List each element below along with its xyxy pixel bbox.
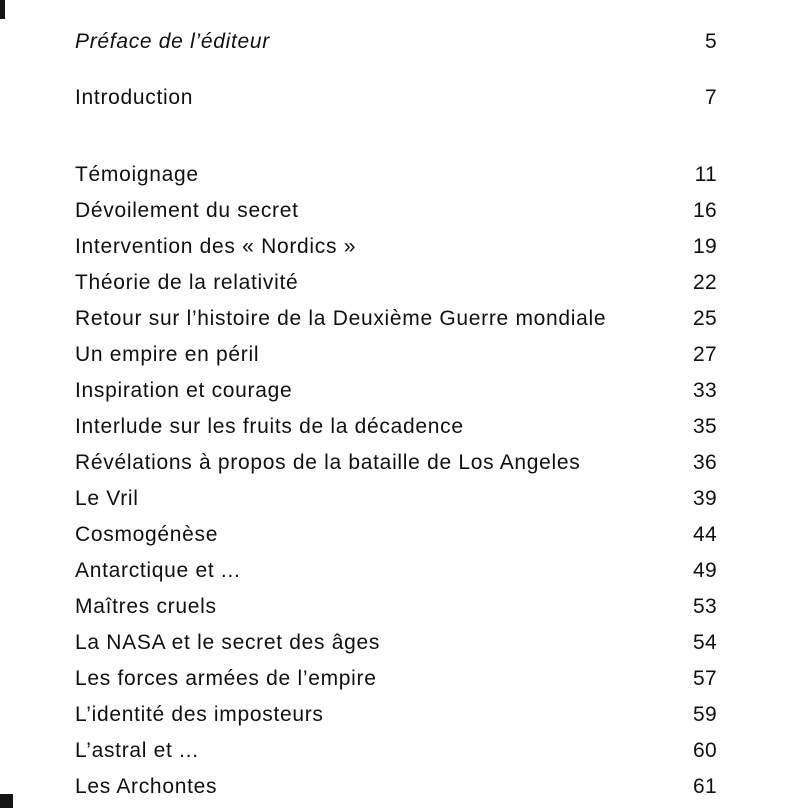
chapter-title: Le Vril [75,487,139,510]
toc-row-introduction [75,86,717,110]
chapter-title: Révélations à propos de la bataille de Los Angeles [75,451,581,474]
chapter-page-number: 57 [693,667,717,690]
chapter-title: Intervention des « Nordics » [75,235,357,258]
toc-row [75,415,717,451]
chapter-page-number: 33 [693,379,717,402]
chapter-page-number: 60 [693,739,717,762]
chapter-list [75,163,717,809]
chapter-page-number: 54 [693,631,717,654]
toc-row [75,163,717,199]
chapter-title: Antarctique et ... [75,559,241,582]
chapter-title: Témoignage [75,163,199,186]
chapter-page-number: 44 [693,523,717,546]
scan-artifact-top-left [0,0,5,19]
toc-row [75,271,717,307]
introduction-page-number: 7 [705,86,717,109]
chapter-title: L’astral et ... [75,739,199,762]
chapter-page-number: 49 [693,559,717,582]
scan-artifact-bottom-left [0,794,13,808]
chapter-page-number: 36 [693,451,717,474]
chapter-title: Inspiration et courage [75,379,293,402]
chapter-page-number: 22 [693,271,717,294]
toc-row [75,523,717,559]
chapter-title: La NASA et le secret des âges [75,631,381,654]
toc-row [75,451,717,487]
chapter-title: Les forces armées de l’empire [75,667,377,690]
chapter-title: Interlude sur les fruits de la décadence [75,415,464,438]
chapter-title: Théorie de la relativité [75,271,299,294]
chapter-page-number: 53 [693,595,717,618]
chapter-page-number: 61 [693,775,717,798]
table-of-contents [75,30,717,809]
chapter-title: Les Archontes [75,775,218,798]
toc-row [75,343,717,379]
toc-row [75,559,717,595]
toc-row [75,595,717,631]
toc-row [75,307,717,343]
toc-row [75,379,717,415]
chapter-title: Maîtres cruels [75,595,217,618]
chapter-title: Cosmogénèse [75,523,219,546]
toc-row [75,199,717,235]
chapter-title: Dévoilement du secret [75,199,299,222]
toc-row [75,235,717,271]
chapter-title: Un empire en péril [75,343,260,366]
toc-row [75,739,717,775]
chapter-page-number: 27 [693,343,717,366]
chapter-page-number: 35 [693,415,717,438]
chapter-title: Retour sur l’histoire de la Deuxième Guerre mondiale [75,307,607,330]
toc-row [75,667,717,703]
toc-row [75,775,717,809]
toc-row-preface [75,30,717,54]
preface-title: Préface de l’éditeur [75,30,270,53]
introduction-title: Introduction [75,86,194,109]
toc-row [75,631,717,667]
chapter-page-number: 59 [693,703,717,726]
toc-row [75,487,717,523]
chapter-title: L’identité des imposteurs [75,703,324,726]
preface-page-number: 5 [705,30,717,53]
chapter-page-number: 16 [693,199,717,222]
chapter-page-number: 19 [693,235,717,258]
chapter-page-number: 39 [693,487,717,510]
chapter-page-number: 11 [694,163,717,186]
chapter-page-number: 25 [693,307,717,330]
toc-row [75,703,717,739]
